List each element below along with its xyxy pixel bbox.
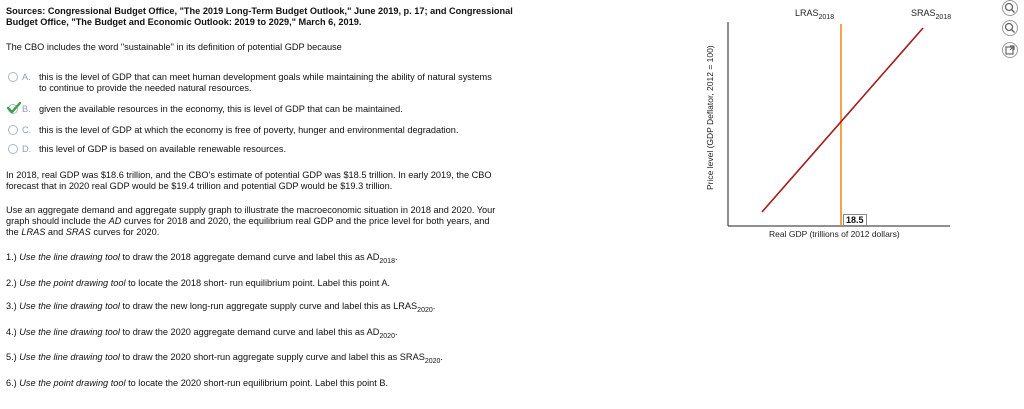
option-letter: C.	[22, 125, 32, 135]
zoom-out-icon[interactable]	[1002, 20, 1018, 36]
option-letter: A.	[22, 72, 31, 82]
y-axis-label: Price level (GDP Deflator, 2012 = 100)	[705, 45, 715, 190]
sras-label-sub: 2018	[935, 14, 952, 21]
para2-text: curves for 2020.	[90, 227, 160, 237]
step-tool: Use the line drawing tool	[19, 301, 120, 311]
option-a-line1: this is the level of GDP that can meet human development goals while maintaining the ability of natural systems	[39, 72, 492, 82]
instructions-paragraph	[6, 205, 566, 238]
step-tool: Use the point drawing tool	[19, 278, 126, 288]
lras-label-sub: 2018	[818, 14, 835, 21]
step-num: 2.)	[6, 278, 17, 288]
correct-check-icon	[6, 101, 22, 115]
para2-line2	[6, 216, 566, 227]
option-c-text: this is the level of GDP at which the economy is free of poverty, hunger and environmental degradation.	[39, 125, 459, 135]
step-end: .	[432, 301, 436, 311]
external-link-icon	[1003, 43, 1017, 57]
step-text: to draw the 2020 aggregate demand curve and label this as AD	[119, 327, 380, 337]
para2-line3	[6, 227, 566, 238]
step-sub: 2020	[379, 333, 395, 340]
para2-text: graph should include the	[6, 216, 109, 226]
step-sub: 2020	[424, 358, 441, 365]
popout-icon[interactable]	[1002, 42, 1018, 58]
para2-ad: AD	[108, 216, 122, 226]
step-text: to draw the 2018 aggregate demand curve and label this as AD	[119, 252, 380, 262]
step-end: .	[394, 327, 398, 337]
step-tool: Use the line drawing tool	[19, 327, 120, 337]
step-1	[6, 252, 566, 265]
step-num: 1.)	[6, 252, 17, 262]
step-tool: Use the point drawing tool	[19, 378, 126, 388]
option-letter: D.	[22, 144, 32, 154]
para2-text: the	[6, 227, 22, 237]
sources-line-2: Budget Office, "The Budget and Economic Outlook: 2019 to 2029," March 6, 2019.	[6, 17, 362, 27]
step-sub: 2018	[379, 258, 395, 265]
para2-text: curves for 2018 and 2020, the equilibrium real GDP and the price level for both years, and	[121, 216, 490, 226]
option-a-line2: to continue to provide the needed natural resources.	[39, 83, 252, 93]
lras-value-label: 18.5	[843, 214, 867, 226]
sras-label-text: SRAS	[911, 8, 936, 18]
option-letter: B.	[22, 104, 31, 114]
para2-text: and	[45, 227, 66, 237]
para2-sras: SRAS	[65, 227, 91, 237]
sras-2018-line[interactable]	[762, 28, 923, 212]
x-axis-label: Real GDP (trillions of 2012 dollars)	[769, 229, 900, 239]
question-text: The CBO includes the word "sustainable" in its definition of potential GDP because	[6, 42, 342, 52]
sources-line-1: Sources: Congressional Budget Office, "The 2019 Long-Term Budget Outlook," June 2019, p. 17; and Congressional	[6, 6, 513, 16]
step-text: to draw the new long-run aggregate supply curve and label this as LRAS	[119, 301, 418, 311]
option-a-text	[39, 72, 559, 94]
option-b-text: given the available resources in the economy, this is level of GDP that can be maintained.	[39, 104, 403, 114]
context-paragraph	[6, 170, 566, 192]
step-3	[6, 301, 566, 314]
para1-line1: In 2018, real GDP was $18.6 trillion, and the CBO's estimate of potential GDP was $18.5 trillion. In early 2019, the CBO	[6, 170, 492, 180]
para2-line1: Use an aggregate demand and aggregate supply graph to illustrate the macroeconomic situation in 2018 and 2020. Your	[6, 205, 496, 215]
sources-note	[6, 6, 566, 28]
step-text: to locate the 2020 short-run equilibrium point. Label this point B.	[125, 378, 389, 388]
step-tool: Use the line drawing tool	[19, 252, 120, 262]
magnifier-icon	[1003, 21, 1017, 35]
step-num: 6.)	[6, 378, 17, 388]
radio-d[interactable]	[8, 144, 18, 154]
para2-lras: LRAS	[21, 227, 46, 237]
step-num: 3.)	[6, 301, 17, 311]
step-tool: Use the line drawing tool	[19, 352, 120, 362]
radio-c[interactable]	[8, 125, 18, 135]
step-text: to draw the 2020 short-run aggregate supply curve and label this as SRAS	[119, 352, 425, 362]
step-sub: 2020	[417, 307, 433, 314]
step-text: to locate the 2018 short- run equilibrium point. Label this point A.	[125, 278, 391, 288]
ad-as-graph[interactable]	[700, 0, 1000, 250]
step-6	[6, 378, 566, 388]
step-4	[6, 327, 566, 340]
lras-label	[795, 8, 835, 21]
step-end: .	[394, 252, 398, 262]
step-end: .	[440, 352, 443, 362]
option-d-text: this level of GDP is based on available renewable resources.	[39, 144, 287, 154]
radio-a[interactable]	[8, 72, 18, 82]
step-num: 4.)	[6, 327, 17, 337]
step-2	[6, 278, 566, 288]
sras-label	[911, 8, 952, 21]
lras-label-text: LRAS	[795, 8, 819, 18]
para1-line2: forecast that in 2020 real GDP would be $19.4 trillion and potential GDP would be $19.3 trillion.	[6, 181, 393, 191]
zoom-in-icon	[1003, 1, 1017, 15]
zoom-icon[interactable]	[1002, 0, 1018, 16]
step-5	[6, 352, 566, 365]
step-num: 5.)	[6, 352, 17, 362]
